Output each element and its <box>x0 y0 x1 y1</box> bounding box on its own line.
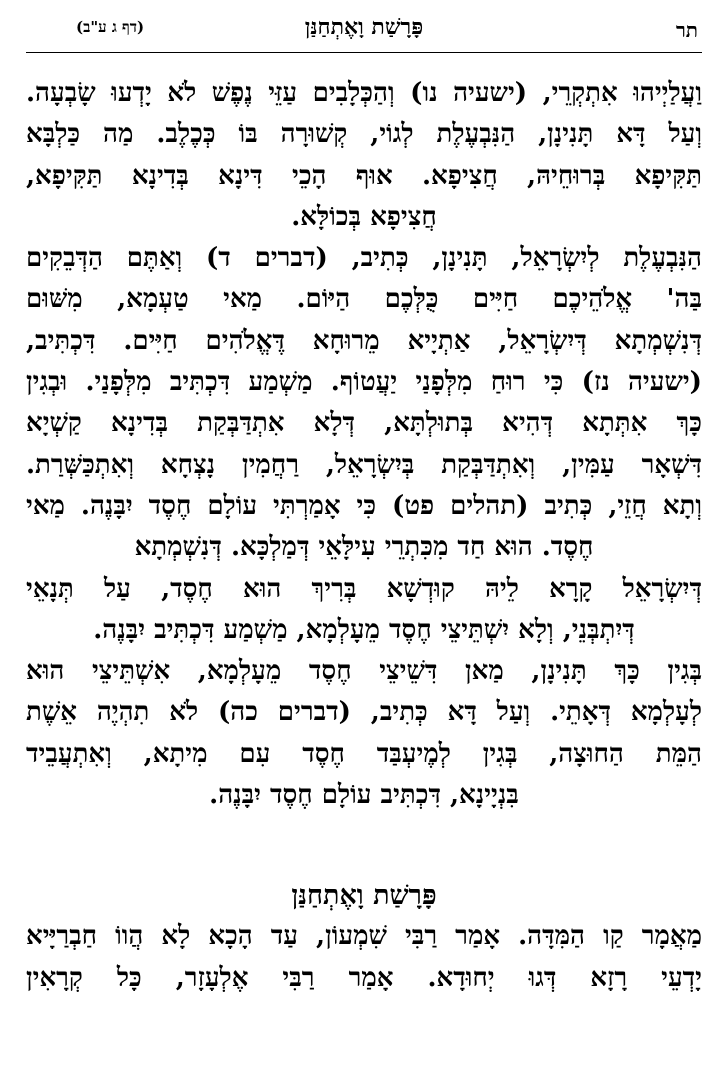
text-line: וְעַל דָּא תָּנִינָן, הַנִּבְעֶלֶת לְגוֹי, קְשׁוּרָה בּוֹ כְּכֶלֶב. מַה כַּלְבָּא <box>26 119 702 150</box>
running-title: פָּרָשַׁת וָאֶתְחַנַּן <box>304 14 424 40</box>
paragraph <box>26 73 702 238</box>
page-header <box>26 0 702 53</box>
text-line: דְּנִשְׁמְתָא דְּיִשְׂרָאֵל, אַתְיָיא מֵרוּחָא דֶּאֱלֹהִים חַיִּים. דִּכְתִּיב, <box>26 325 702 356</box>
text-line: חֶסֶד. הוּא חַד מִכִּתְרֵי עִילָּאֵי דְּמַלְכָּא. דְּנִשְׁמְתָא <box>134 532 594 563</box>
text-line: וַעֲלַיְיהוּ אִתְקְרֵי, (ישעיה נו) וְהַכְּלָבִים עַזֵּי נֶפֶשׁ לֹא יָדְעוּ שָׂבְעָה. <box>26 78 702 108</box>
text-line: כָּךְ אִתְּתָא דְּהִיא בְּתוּלְתָּא, דְּלָא אִתְדַּבְּקַת בְּדִינָא קַשְׁיָא <box>26 408 702 439</box>
page-number: תר <box>675 18 698 42</box>
text-line: הַנִּבְעֶלֶת לְיִשְׂרָאֵל, תָּנִינָן, כְּתִיב, (דברים ד) וְאַתֶּם הַדְּבֵקִים <box>26 243 702 274</box>
folio-reference: (דף ג ע"ב) <box>76 18 145 36</box>
text-line: חֲצִיפָא בְּכוֹלָּא. <box>291 201 437 232</box>
paragraph <box>26 486 702 816</box>
section <box>26 876 702 999</box>
text-line: דְּיִתְבְּנֵי, וְלָא יִשְׁתֵּיצֵי חֶסֶד מֵעָלְמָא, מַשְׁמַע דִּכְתִּיב יִבָּנֶה. <box>93 614 635 645</box>
text-line: (ישעיה נז) כִּי רוּחַ מִלְּפָנַי יַעֲטוֹף. מַשְׁמַע דִּכְתִּיב מִלְּפָנַי. וּבְגִין <box>26 367 702 398</box>
text-line: וְתָא חֲזֵי, כְּתִיב (תהלים פט) כִּי אָמַרְתִּי עוֹלָם חֶסֶד יִבָּנֶה. מַאי <box>26 490 702 521</box>
text-line: דִּשְׁאָר עַמִּין, וְאִתְדַּבְּקַת בְּיִשְׂרָאֵל, רַחֲמִין נָצְחָא וְאִתְכַּשְּׁרַת. <box>26 449 702 480</box>
body-text <box>26 73 702 999</box>
text-line: תַּקִּיפָא בְּרוּחֵיהּ, חֲצִיפָא. אוּף הָכֵי דִּינָא בְּדִינָא תַּקִּיפָא, <box>26 160 702 191</box>
section-gap <box>26 816 702 876</box>
paragraph <box>26 238 702 486</box>
text-line: בְּגִין כָּךְ תָּנִינָן, מַאן דִּשֵׁיצֵי חֶסֶד מֵעָלְמָא, אִשְׁתֵּיצֵי הוּא <box>26 656 702 687</box>
text-line: מַאֲמָר קַו הַמִּדָּה. אָמַר רַבִּי שִׁמְעוֹן, עַד הָכָא לָא הֲווֹ חַבְרַיָּיא <box>26 921 702 952</box>
text-line: לְעָלְמָא דְּאָתֵי. וְעַל דָּא כְּתִיב, (דברים כה) לֹא תִהְיֶה אֵשֶׁת <box>26 697 702 728</box>
text-line: דְּיִשְׂרָאֵל קָרָא לֵיהּ קוּדְשָׁא בְּרִיךְ הוּא חֶסֶד, עַל תְּנָאֵי <box>26 573 702 604</box>
section-heading: פָּרָשַׁת וָאֶתְחַנַּן <box>291 880 437 912</box>
text-line: בַּה' אֱלֹהֵיכֶם חַיִּים כֻּלְּכֶם הַיּוֹם. מַאי טַעְמָא, מִשּׁוּם <box>26 284 702 315</box>
text-line: יָדְעֵי רָזָא דְּגוּ יְחוּדָא. אָמַר רַבִּי אֶלְעָזָר, כָּל קְרָאִין <box>26 962 702 993</box>
text-line: בִּנְיָינָא, דִּכְתִּיב עוֹלָם חֶסֶד יִבָּנֶה. <box>209 780 519 811</box>
text-line: הַמֵּת הַחוּצָה, בְּגִין לְמֶיעְבַּד חֶסֶד עִם מִיתָא, וְאִתְעֲבֵיד <box>26 738 702 769</box>
